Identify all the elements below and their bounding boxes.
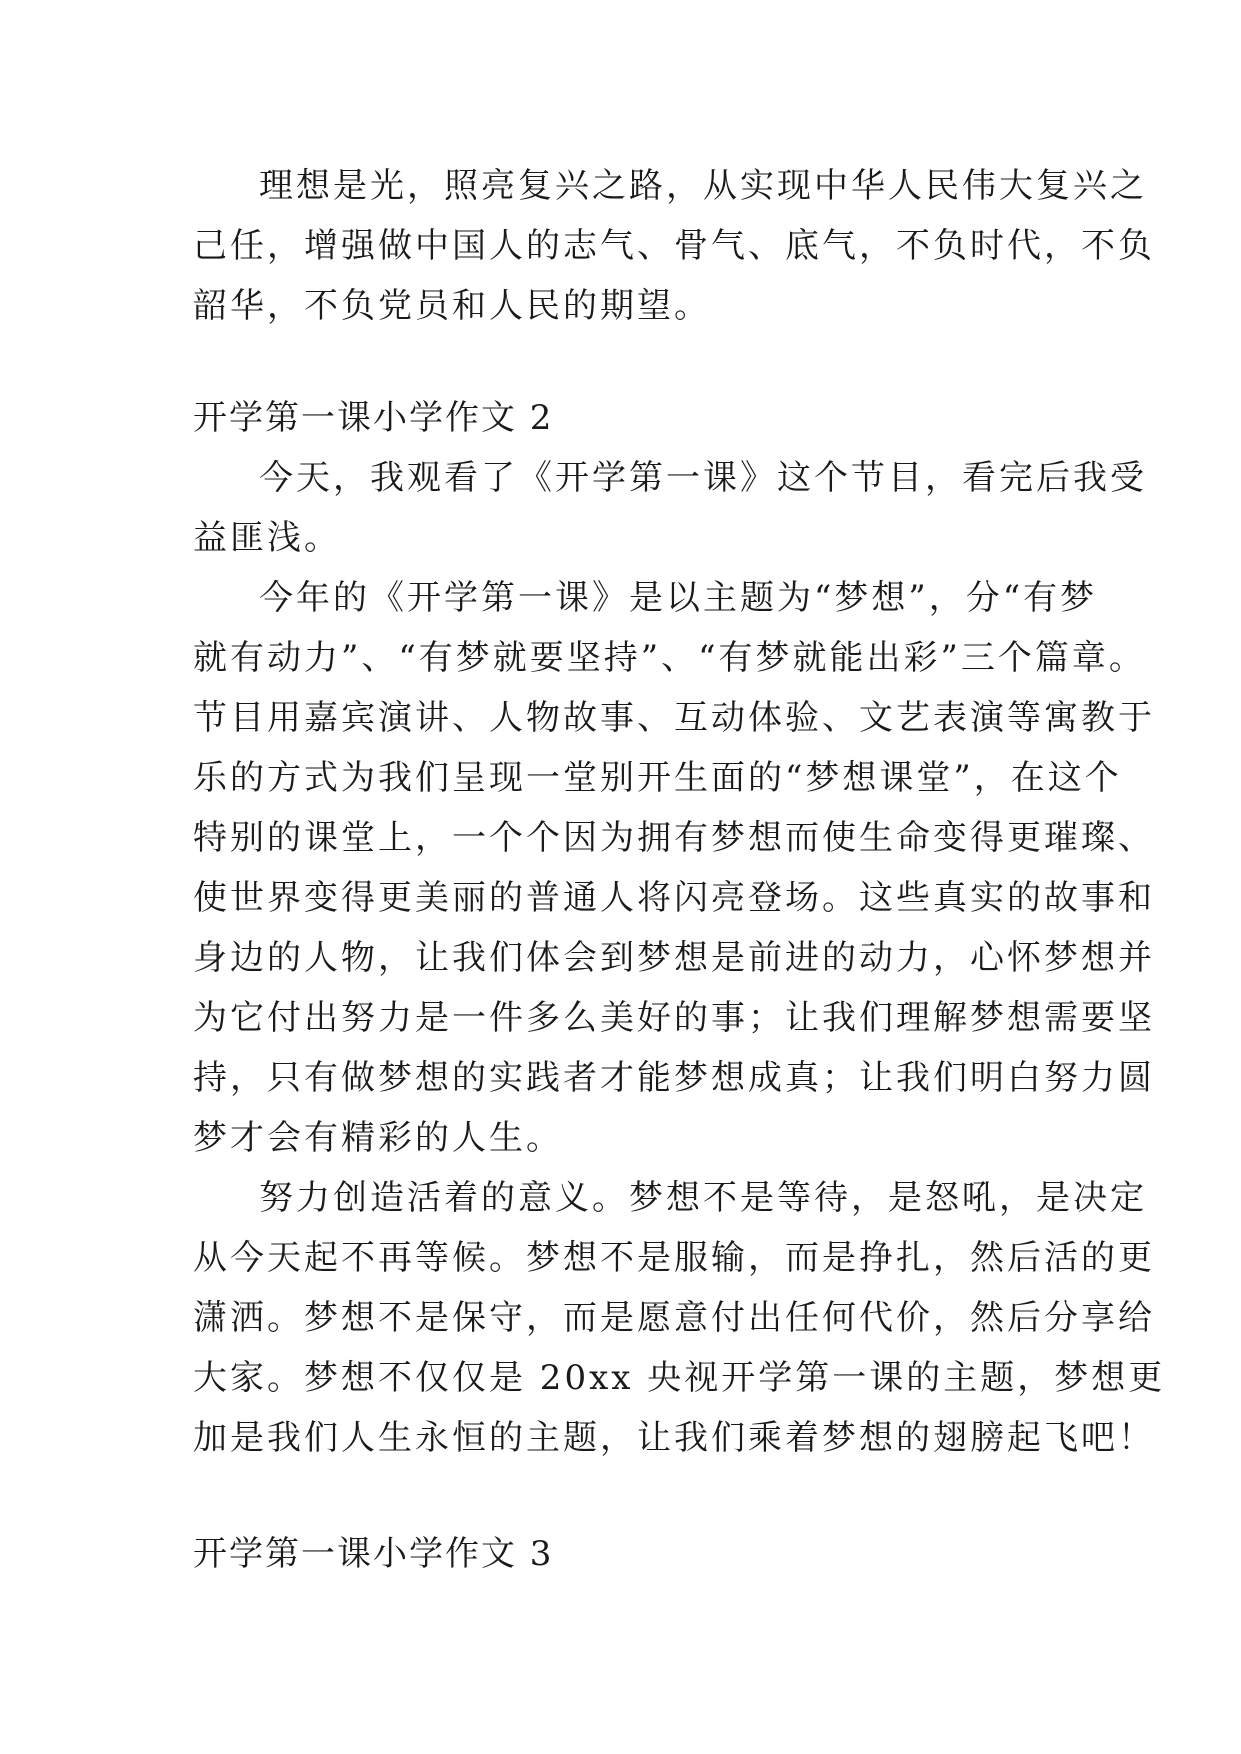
paragraph-4-line-5: 加是我们人生永恒的主题，让我们乘着梦想的翅膀起飞吧！ xyxy=(193,1418,1155,1458)
paragraph-1-line-3: 韶华，不负党员和人民的期望。 xyxy=(193,286,711,326)
paragraph-3-line-2: 就有动力”、“有梦就要坚持”、“有梦就能出彩”三个篇章。 xyxy=(193,638,1146,678)
section-heading-2: 开学第一课小学作文 2 xyxy=(193,398,554,438)
paragraph-4-line-1: 努力创造活着的意义。梦想不是等待，是怒吼，是决定 xyxy=(259,1178,1147,1218)
paragraph-3-line-8: 为它付出努力是一件多么美好的事；让我们理解梦想需要坚 xyxy=(193,998,1155,1038)
paragraph-3-line-10: 梦才会有精彩的人生。 xyxy=(193,1118,563,1158)
paragraph-4-line-2: 从今天起不再等候。梦想不是服输，而是挣扎，然后活的更 xyxy=(193,1238,1155,1278)
paragraph-3-line-4: 乐的方式为我们呈现一堂别开生面的“梦想课堂”，在这个 xyxy=(193,758,1122,798)
paragraph-2-line-1: 今天，我观看了《开学第一课》这个节目，看完后我受 xyxy=(259,458,1147,498)
paragraph-4-line-3: 潇洒。梦想不是保守，而是愿意付出任何代价，然后分享给 xyxy=(193,1298,1155,1338)
paragraph-1-line-1: 理想是光，照亮复兴之路，从实现中华人民伟大复兴之 xyxy=(259,166,1147,206)
paragraph-3-line-7: 身边的人物，让我们体会到梦想是前进的动力，心怀梦想并 xyxy=(193,938,1155,978)
paragraph-3-line-3: 节目用嘉宾演讲、人物故事、互动体验、文艺表演等寓教于 xyxy=(193,698,1155,738)
paragraph-3-line-6: 使世界变得更美丽的普通人将闪亮登场。这些真实的故事和 xyxy=(193,878,1155,918)
paragraph-3-line-1: 今年的《开学第一课》是以主题为“梦想”，分“有梦 xyxy=(259,578,1098,618)
paragraph-2-line-2: 益匪浅。 xyxy=(193,518,341,558)
paragraph-4-line-4: 大家。梦想不仅仅是 20xx 央视开学第一课的主题，梦想更 xyxy=(193,1358,1166,1398)
section-heading-3: 开学第一课小学作文 3 xyxy=(193,1534,554,1574)
paragraph-1-line-2: 己任，增强做中国人的志气、骨气、底气，不负时代，不负 xyxy=(193,226,1155,266)
paragraph-3-line-5: 特别的课堂上，一个个因为拥有梦想而使生命变得更璀璨、 xyxy=(193,818,1155,858)
paragraph-3-line-9: 持，只有做梦想的实践者才能梦想成真；让我们明白努力圆 xyxy=(193,1058,1155,1098)
